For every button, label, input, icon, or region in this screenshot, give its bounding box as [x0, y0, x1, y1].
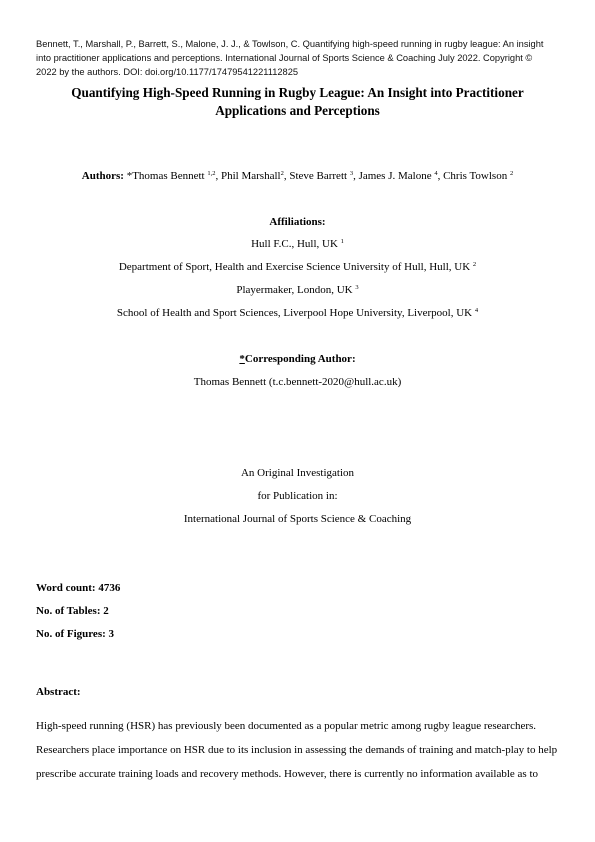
affiliations-label: Affiliations:: [269, 216, 326, 228]
authors-line: [0, 170, 595, 183]
citation-line: into practitioner applications and perceptions. International Journal of Sports Science & Coaching July 2022. Copyright ©: [36, 52, 533, 63]
affiliation: Department of Sport, Health and Exercise Science University of Hull, Hull, UK $^2$: [118, 261, 477, 273]
citation-line: 2022 by the authors. DOI: doi.org/10.1177/17479541221112825: [36, 66, 299, 77]
author: Phil Marshall$^2$,: [220, 170, 290, 182]
author: Chris Towlson $^2$: [443, 170, 514, 182]
authors-label: Authors:: [81, 170, 124, 182]
author: James J. Malone $^4$,: [358, 170, 444, 182]
table-count: No. of Tables: 2: [36, 605, 109, 617]
affiliation: School of Health and Sport Sciences, Liverpool Hope University, Liverpool, UK $^4$: [116, 307, 479, 319]
publication-line: An Original Investigation: [240, 467, 355, 479]
corresponding-star: *: [239, 353, 245, 365]
abstract-heading: Abstract:: [36, 686, 81, 698]
abstract-line: High-speed running (HSR) has previously been documented as a popular metric among rugby league researchers.: [36, 720, 537, 732]
abstract-line: Researchers place importance on HSR due to its inclusion in assessing the demands of training and match-play to help: [36, 744, 558, 756]
corresponding-author: Thomas Bennett (t.c.bennett-2020@hull.ac.uk): [193, 376, 402, 388]
abstract-line: prescribe accurate training loads and recovery methods. However, there is currently no information available as to: [36, 768, 539, 780]
citation-line: Bennett, T., Marshall, P., Barrett, S., Malone, J. J., & Towlson, C. Quantifying high-speed running in rugby league: An insight: [36, 39, 544, 49]
title-line: Applications and Perceptions: [215, 102, 380, 118]
affiliation: Playermaker, London, UK $^3$: [236, 284, 359, 296]
affiliation: Hull F.C., Hull, UK $^1$: [251, 238, 344, 250]
journal-name: International Journal of Sports Science & Coaching: [183, 513, 412, 525]
author: Steve Barrett $^3$,: [289, 170, 359, 182]
figure-count: No. of Figures: 3: [36, 628, 115, 640]
citation-header: [36, 38, 566, 79]
paper-title: [30, 84, 565, 119]
author: *Thomas Bennett $^{1,2}$,: [126, 170, 221, 182]
title-line: Quantifying High-Speed Running in Rugby League: An Insight into Practitioner: [71, 85, 524, 100]
corresponding-label: *Corresponding Author:: [239, 353, 356, 365]
publication-line: for Publication in:: [257, 490, 338, 502]
word-count: Word count: 4736: [36, 582, 121, 594]
abstract-body: [36, 714, 561, 786]
